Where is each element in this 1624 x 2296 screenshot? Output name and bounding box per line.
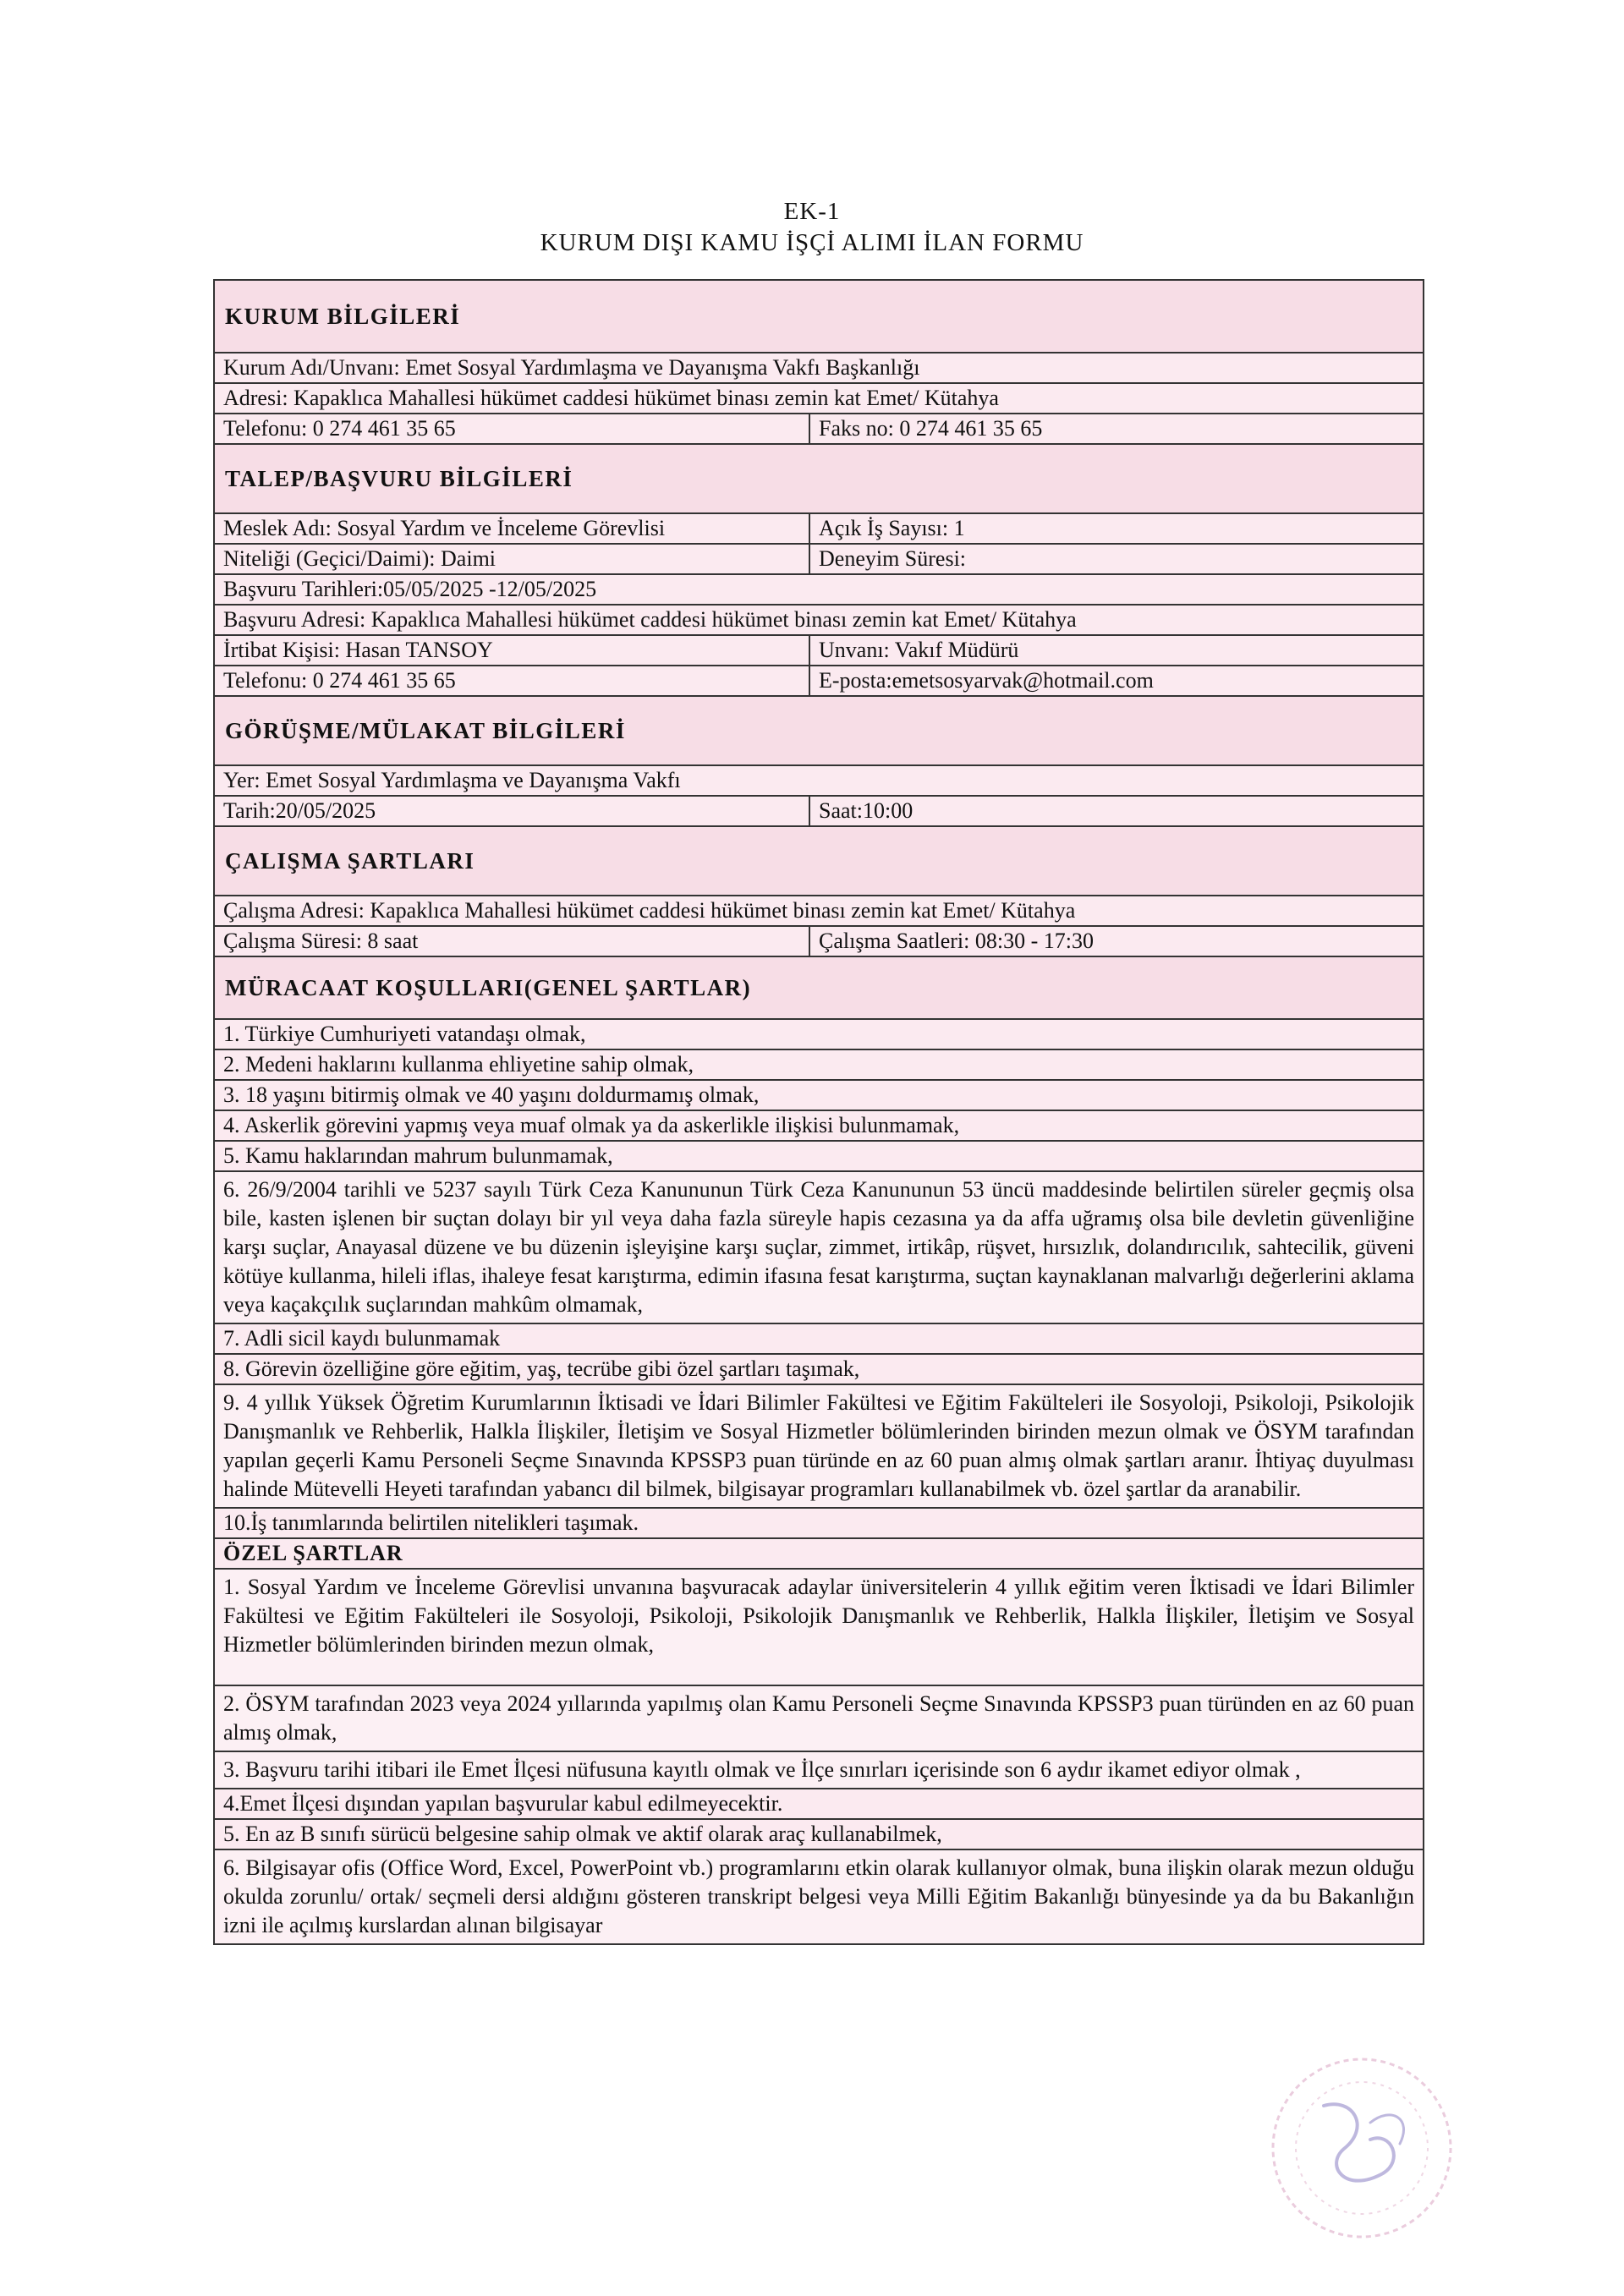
genel-sart-item: 7. Adli sicil kaydı bulunmamak [223, 1326, 501, 1351]
gorusme-yer: Yer: Emet Sosyal Yardımlaşma ve Dayanışma Vakfı [223, 768, 681, 792]
deneyim-suresi: Deneyim Süresi: [819, 546, 967, 571]
unvan: Unvanı: Vakıf Müdürü [819, 638, 1019, 662]
meslek-adi: Meslek Adı: Sosyal Yardım ve İnceleme Görevlisi [215, 514, 810, 543]
kurum-adres: Adresi: Kapaklıca Mahallesi hükümet caddesi hükümet binası zemin kat Emet/ Kütahya [223, 386, 999, 410]
calisma-saatleri: Çalışma Saatleri: 08:30 - 17:30 [819, 929, 1094, 953]
genel-sart-item: 10.İş tanımlarında belirtilen nitelikleri taşımak. [223, 1510, 639, 1535]
ozel-sart-item: 5. En az B sınıfı sürücü belgesine sahip olmak ve aktif olarak araç kullanabilmek, [223, 1822, 942, 1846]
page-header [0, 196, 1624, 259]
genel-sart-item: 8. Görevin özelliğine göre eğitim, yaş, tecrübe gibi özel şartları taşımak, [223, 1356, 860, 1381]
genel-sart-item: 5. Kamu haklarından mahrum bulunmamak, [223, 1143, 613, 1168]
ozel-sart-item: 2. ÖSYM tarafından 2023 veya 2024 yıllarında yapılmış olan Kamu Personeli Seçme Sınavında KPSSP3 puan türünden en az 60 puan almış olmak, [223, 1691, 1414, 1745]
basvuru-tarihleri: Başvuru Tarihleri:05/05/2025 -12/05/2025 [223, 577, 597, 601]
form-title: KURUM DIŞI KAMU İŞÇİ ALIMI İLAN FORMU [540, 229, 1084, 256]
genel-sart-item: 1. Türkiye Cumhuriyeti vatandaşı olmak, [223, 1022, 586, 1046]
genel-sart-item: 6. 26/9/2004 tarihli ve 5237 sayılı Türk Ceza Kanununun Türk Ceza Kanununun 53 üncü maddesinde belirtilen süreler geçmiş olsa bile, kasten işlenen bir suçtan dolayı bir yıl veya daha fazla süreyle hapis cezasına ya da affa uğramış olsa bile devletin güvenliğine karşı suçlar, Anayasal düzene ve bu düzenin işleyişine karşı suçlar, zimmet, irtikâp, rüşvet, hırsızlık, dolandırıcılık, sahtecilik, güveni kötüye kullanma, hileli iflas, ihaleye fesat karıştırma, edimin ifasına fesat karıştırma, suçtan kaynaklanan malvarlığı değerlerini aklama veya kaçakçılık suçlarından mahkûm olmamak, [223, 1177, 1414, 1317]
ozel-sart-item: 1. Sosyal Yardım ve İnceleme Görevlisi unvanına başvuracak adaylar üniversitelerin 4 yıllık eğitim veren İktisadi ve İdari Bilimler Fakültesi ve Eğitim Fakülteleri ile Sosyoloji, Psikoloji, Psikolojik Danışmanlık ve Rehberlik, Halkla İlişkiler, İletişim ve Sosyal Hizmetler bölümlerinden birinden mezun olmak, [223, 1575, 1414, 1657]
niteligi: Niteliği (Geçici/Daimi): Daimi [215, 545, 810, 573]
gorusme-saat: Saat:10:00 [819, 798, 914, 823]
kurum-telefon: Telefonu: 0 274 461 35 65 [215, 414, 810, 443]
irtibat-kisisi: İrtibat Kişisi: Hasan TANSOY [215, 636, 810, 665]
section-calisma-heading: ÇALIŞMA ŞARTLARI [215, 827, 1423, 896]
calisma-suresi: Çalışma Süresi: 8 saat [215, 927, 810, 956]
genel-sart-item: 9. 4 yıllık Yüksek Öğretim Kurumlarının İktisadi ve İdari Bilimler Fakültesi ve Eğitim Fakülteleri ile Sosyoloji, Psikoloji, Psikolojik Danışmanlık ve Rehberlik, Halkla İlişkiler, İletişim ve Sosyal Hizmetler bölümlerinden birinden mezun olmak ve ÖSYM tarafından yapılan geçerli Kamu Personeli Seçme Sınavında KPSSP3 puan türünde en az 60 puan almış olmak şartları aranır. İhtiyaç duyulması halinde Mütevelli Heyeti tarafından yabancı dil bilmek, bilgisayar programları kullanabilmek vb. özel şartlar da aranabilir. [223, 1390, 1414, 1501]
ozel-sart-item: 4.Emet İlçesi dışından yapılan başvurular kabul edilmeyecektir. [223, 1791, 783, 1816]
basvuru-adresi: Başvuru Adresi: Kapaklıca Mahallesi hükümet caddesi hükümet binası zemin kat Emet/ Kütahya [223, 607, 1077, 632]
acik-is-sayisi: Açık İş Sayısı: 1 [819, 516, 965, 540]
ozel-sart-item: 3. Başvuru tarihi itibari ile Emet İlçesi nüfusuna kayıtlı olmak ve İlçe sınırları içerisinde son 6 aydır ikamet ediyor olmak , [223, 1757, 1301, 1782]
genel-sart-item: 2. Medeni haklarını kullanma ehliyetine sahip olmak, [223, 1052, 694, 1077]
eposta: E-posta:emetsosyarvak@hotmail.com [819, 668, 1154, 693]
kurum-faks: Faks no: 0 274 461 35 65 [819, 416, 1043, 441]
section-kurum-heading: KURUM BİLGİLERİ [215, 281, 1423, 353]
genel-sart-item: 4. Askerlik görevini yapmış veya muaf olmak ya da askerlikle ilişkisi bulunmamak, [223, 1113, 960, 1137]
ozel-sart-item: 6. Bilgisayar ofis (Office Word, Excel, PowerPoint vb.) programlarını etkin olarak kullanıyor olmak, buna ilişkin olarak mezun olduğu okulda zorunlu/ ortak/ seçmeli dersi aldığını gösteren transkript belgesi veya Milli Eğitim Bakanlığı bünyesinde ya da bu Bakanlığın izni ile açılmış kurslardan alınan bilgisayar [223, 1855, 1414, 1937]
genel-sart-item: 3. 18 yaşını bitirmiş olmak ve 40 yaşını doldurmamış olmak, [223, 1082, 760, 1107]
gorusme-tarih: Tarih:20/05/2025 [215, 797, 810, 825]
calisma-adresi: Çalışma Adresi: Kapaklıca Mahallesi hükümet caddesi hükümet binası zemin kat Emet/ Kütahya [223, 898, 1076, 923]
section-muracaat-heading: MÜRACAAT KOŞULLARI(GENEL ŞARTLAR) [215, 957, 1423, 1020]
talep-telefon: Telefonu: 0 274 461 35 65 [215, 666, 810, 695]
announcement-form [213, 279, 1424, 1945]
section-gorusme-heading: GÖRÜŞME/MÜLAKAT BİLGİLERİ [215, 697, 1423, 766]
section-ozel-heading: ÖZEL ŞARTLAR [215, 1539, 1423, 1570]
annex-label: EK-1 [783, 198, 841, 225]
kurum-adi: Kurum Adı/Unvanı: Emet Sosyal Yardımlaşma ve Dayanışma Vakfı Başkanlığı [223, 355, 920, 380]
section-talep-heading: TALEP/BAŞVURU BİLGİLERİ [215, 445, 1423, 514]
official-stamp-and-signature [1243, 2047, 1463, 2249]
